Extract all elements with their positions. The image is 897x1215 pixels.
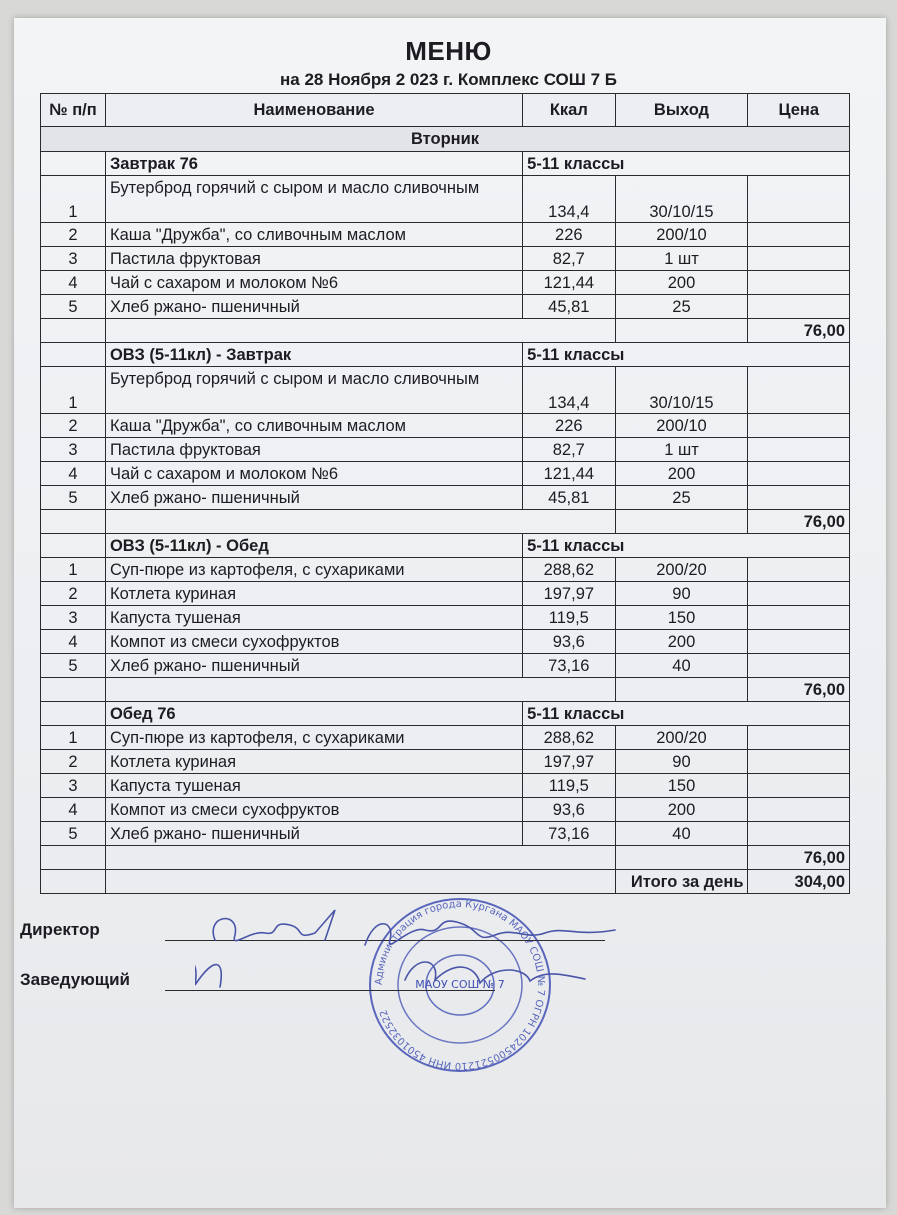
- item-kcal: 197,97: [523, 582, 615, 606]
- header-row: [41, 94, 850, 127]
- item-name: Хлеб ржано- пшеничный: [105, 295, 522, 319]
- table-row: [41, 295, 850, 319]
- table-row: [41, 558, 850, 582]
- item-kcal: 288,62: [523, 558, 615, 582]
- table-row: [41, 654, 850, 678]
- header-price: Цена: [748, 94, 850, 127]
- item-output: 90: [615, 582, 748, 606]
- item-output: 200: [615, 271, 748, 295]
- item-number: 2: [41, 582, 106, 606]
- item-kcal: 134,4: [523, 367, 615, 414]
- day-row: [41, 127, 850, 152]
- item-number: 4: [41, 798, 106, 822]
- item-kcal: 45,81: [523, 295, 615, 319]
- item-name: Хлеб ржано- пшеничный: [105, 822, 522, 846]
- item-price: [748, 367, 850, 414]
- item-kcal: 121,44: [523, 462, 615, 486]
- section-header-empty: [41, 702, 106, 726]
- item-name: Пастила фруктовая: [105, 247, 522, 271]
- item-output: 30/10/15: [615, 367, 748, 414]
- item-price: [748, 223, 850, 247]
- item-output: 90: [615, 750, 748, 774]
- item-kcal: 121,44: [523, 271, 615, 295]
- table-row: [41, 271, 850, 295]
- item-output: 40: [615, 654, 748, 678]
- total-empty: [615, 510, 748, 534]
- section-title: Завтрак 76: [105, 152, 522, 176]
- item-price: [748, 774, 850, 798]
- total-empty: [105, 846, 615, 870]
- table-row: [41, 414, 850, 438]
- page-title: МЕНЮ: [405, 36, 492, 66]
- item-name: Каша "Дружба", со сливочным маслом: [105, 223, 522, 247]
- item-kcal: 93,6: [523, 630, 615, 654]
- total-empty: [105, 510, 615, 534]
- manager-label: Заведующий: [20, 970, 131, 989]
- section-total-row: [41, 678, 850, 702]
- table-row: [41, 606, 850, 630]
- item-number: 5: [41, 486, 106, 510]
- section-header-row: [41, 534, 850, 558]
- item-kcal: 288,62: [523, 726, 615, 750]
- total-empty: [41, 319, 106, 343]
- section-classes: 5-11 классы: [523, 152, 850, 176]
- item-price: [748, 414, 850, 438]
- item-name: Суп-пюре из картофеля, с сухариками: [105, 726, 522, 750]
- table-row: [41, 726, 850, 750]
- item-output: 150: [615, 774, 748, 798]
- total-empty: [615, 319, 748, 343]
- item-output: 40: [615, 822, 748, 846]
- section-title: Обед 76: [105, 702, 522, 726]
- section-total: 76,00: [748, 678, 850, 702]
- item-price: [748, 654, 850, 678]
- table-row: [41, 630, 850, 654]
- item-number: 1: [41, 558, 106, 582]
- table-row: [41, 247, 850, 271]
- table-row: [41, 774, 850, 798]
- item-kcal: 226: [523, 223, 615, 247]
- item-kcal: 82,7: [523, 438, 615, 462]
- table-row: [41, 367, 850, 414]
- table-row: [41, 462, 850, 486]
- table-row: [41, 438, 850, 462]
- item-output: 25: [615, 486, 748, 510]
- item-number: 4: [41, 630, 106, 654]
- item-number: 1: [41, 726, 106, 750]
- item-kcal: 73,16: [523, 822, 615, 846]
- item-price: [748, 295, 850, 319]
- item-number: 3: [41, 247, 106, 271]
- header-no: № п/п: [41, 94, 106, 127]
- item-name: Чай с сахаром и молоком №6: [105, 462, 522, 486]
- section-total-row: [41, 846, 850, 870]
- item-price: [748, 726, 850, 750]
- item-name: Бутерброд горячий с сыром и масло сливочным: [105, 367, 522, 414]
- item-price: [748, 582, 850, 606]
- item-output: 200/20: [615, 558, 748, 582]
- total-empty: [41, 678, 106, 702]
- item-name: Каша "Дружба", со сливочным маслом: [105, 414, 522, 438]
- grand-total-value: 304,00: [748, 870, 850, 894]
- section-total-row: [41, 319, 850, 343]
- item-kcal: 93,6: [523, 798, 615, 822]
- section-header-row: [41, 152, 850, 176]
- item-output: 30/10/15: [615, 176, 748, 223]
- total-empty: [615, 678, 748, 702]
- section-total: 76,00: [748, 846, 850, 870]
- item-output: 1 шт: [615, 247, 748, 271]
- header-name: Наименование: [105, 94, 522, 127]
- menu-table: [40, 93, 850, 894]
- item-name: Суп-пюре из картофеля, с сухариками: [105, 558, 522, 582]
- item-output: 200/10: [615, 414, 748, 438]
- item-output: 1 шт: [615, 438, 748, 462]
- grand-empty: [41, 870, 106, 894]
- section-classes: 5-11 классы: [523, 343, 850, 367]
- section-header-empty: [41, 343, 106, 367]
- page-subtitle: на 28 Ноября 2 023 г. Комплекс СОШ 7 Б: [280, 70, 617, 89]
- item-output: 200/10: [615, 223, 748, 247]
- item-number: 2: [41, 223, 106, 247]
- item-name: Капуста тушеная: [105, 606, 522, 630]
- item-number: 2: [41, 414, 106, 438]
- item-output: 200: [615, 630, 748, 654]
- item-number: 4: [41, 462, 106, 486]
- item-name: Хлеб ржано- пшеничный: [105, 654, 522, 678]
- item-number: 5: [41, 822, 106, 846]
- item-kcal: 226: [523, 414, 615, 438]
- item-name: Чай с сахаром и молоком №6: [105, 271, 522, 295]
- total-empty: [615, 846, 748, 870]
- handwritten-signatures: [195, 895, 655, 1005]
- table-row: [41, 223, 850, 247]
- header-output: Выход: [615, 94, 748, 127]
- section-classes: 5-11 классы: [523, 702, 850, 726]
- item-price: [748, 247, 850, 271]
- item-kcal: 82,7: [523, 247, 615, 271]
- item-output: 25: [615, 295, 748, 319]
- item-output: 200: [615, 798, 748, 822]
- item-price: [748, 558, 850, 582]
- item-price: [748, 438, 850, 462]
- section-title: ОВЗ (5-11кл) - Обед: [105, 534, 522, 558]
- stamp-ring-text: Администрация города Кургана МАОУ СОШ № 7 ОГРН 1024500521210 ИНН 4501032522: [373, 898, 547, 1072]
- total-empty: [105, 678, 615, 702]
- section-total-row: [41, 510, 850, 534]
- item-number: 2: [41, 750, 106, 774]
- item-name: Капуста тушеная: [105, 774, 522, 798]
- item-price: [748, 462, 850, 486]
- item-name: Котлета куриная: [105, 750, 522, 774]
- item-name: Пастила фруктовая: [105, 438, 522, 462]
- item-kcal: 73,16: [523, 654, 615, 678]
- section-total: 76,00: [748, 510, 850, 534]
- item-price: [748, 750, 850, 774]
- item-number: 3: [41, 774, 106, 798]
- table-row: [41, 750, 850, 774]
- section-header-row: [41, 343, 850, 367]
- item-price: [748, 630, 850, 654]
- section-header-empty: [41, 534, 106, 558]
- item-number: 5: [41, 654, 106, 678]
- stamp-center-text: МАОУ СОШ № 7: [415, 978, 505, 991]
- item-output: 150: [615, 606, 748, 630]
- day-label: Вторник: [41, 127, 850, 152]
- table-row: [41, 582, 850, 606]
- director-label: Директор: [20, 920, 100, 939]
- item-number: 4: [41, 271, 106, 295]
- item-number: 3: [41, 438, 106, 462]
- item-kcal: 134,4: [523, 176, 615, 223]
- table-row: [41, 176, 850, 223]
- item-kcal: 119,5: [523, 774, 615, 798]
- item-output: 200/20: [615, 726, 748, 750]
- total-empty: [41, 846, 106, 870]
- item-number: 1: [41, 367, 106, 414]
- item-number: 1: [41, 176, 106, 223]
- item-kcal: 45,81: [523, 486, 615, 510]
- section-header-empty: [41, 152, 106, 176]
- table-row: [41, 798, 850, 822]
- item-output: 200: [615, 462, 748, 486]
- header-kcal: Ккал: [523, 94, 615, 127]
- table-row: [41, 822, 850, 846]
- grand-total-label: Итого за день: [615, 870, 748, 894]
- item-price: [748, 798, 850, 822]
- item-kcal: 197,97: [523, 750, 615, 774]
- item-name: Котлета куриная: [105, 582, 522, 606]
- item-price: [748, 822, 850, 846]
- item-price: [748, 606, 850, 630]
- total-empty: [41, 510, 106, 534]
- item-kcal: 119,5: [523, 606, 615, 630]
- item-price: [748, 271, 850, 295]
- item-name: Бутерброд горячий с сыром и масло сливочным: [105, 176, 522, 223]
- item-name: Компот из смеси сухофруктов: [105, 798, 522, 822]
- section-classes: 5-11 классы: [523, 534, 850, 558]
- item-price: [748, 176, 850, 223]
- total-empty: [105, 319, 615, 343]
- section-total: 76,00: [748, 319, 850, 343]
- item-number: 5: [41, 295, 106, 319]
- section-header-row: [41, 702, 850, 726]
- menu-body: [41, 127, 850, 894]
- item-price: [748, 486, 850, 510]
- item-name: Хлеб ржано- пшеничный: [105, 486, 522, 510]
- item-name: Компот из смеси сухофруктов: [105, 630, 522, 654]
- table-row: [41, 486, 850, 510]
- section-title: ОВЗ (5-11кл) - Завтрак: [105, 343, 522, 367]
- item-number: 3: [41, 606, 106, 630]
